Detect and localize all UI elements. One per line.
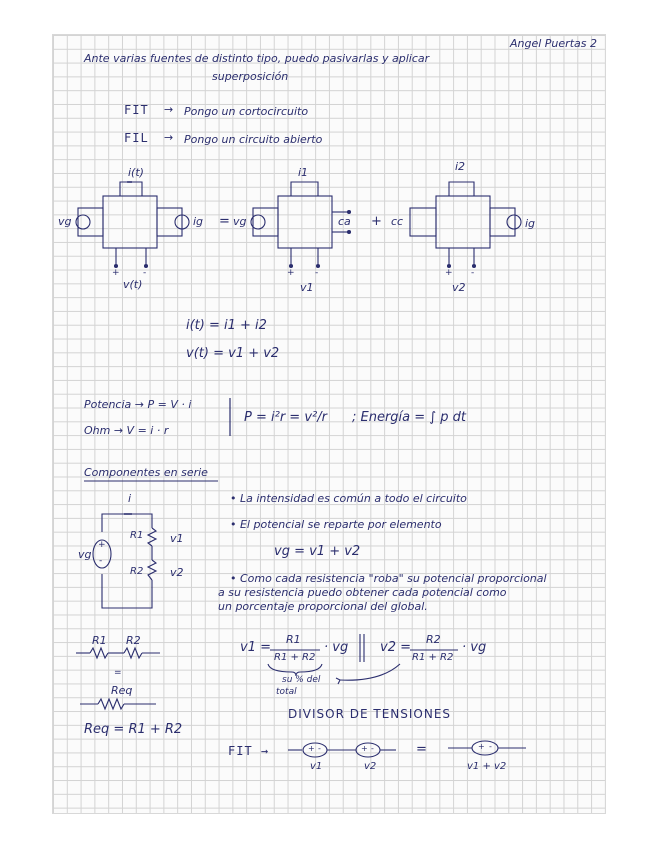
equation-current: i(t) = i1 + i2 [186,318,267,333]
c1-volt: v(t) [123,278,143,291]
series-r2: R2 [130,566,144,577]
energy-formula: ; Energía = ∫ p dt [352,410,466,425]
fit-text: Pongo un cortocircuito [184,105,309,118]
v2-lhs: v2 = [380,640,411,655]
kvl-equation: vg = v1 + v2 [274,544,361,559]
c3-minus: - [471,268,475,278]
arrow-icon: → [164,131,174,144]
src2-plus: + [361,744,368,753]
v1-rhs: · vg [324,640,349,655]
series-source-plus: + [98,540,106,550]
v2-den: R1 + R2 [412,652,454,663]
equation-voltage: v(t) = v1 + v2 [186,346,280,361]
c1-vg: vg [58,215,72,228]
src3-plus: + [478,742,485,751]
c2-plus: + [287,268,295,278]
c3-plus: + [445,268,453,278]
fit-label: FIT [124,103,149,117]
req-equation: Req = R1 + R2 [84,722,183,737]
circuit-box-2 [251,182,351,268]
c3-ig: ig [525,217,536,230]
c2-vg: vg [233,215,247,228]
series-circuit [93,514,156,608]
c3-volt: v2 [452,281,466,294]
res-r1: R1 [92,634,107,647]
c1-plus: + [112,268,120,278]
v1-den: R1 + R2 [274,652,316,663]
bullet-proportional-line-2: a su resistencia puedo obtener cada potencial como [218,586,507,599]
ohm-formula: Ohm → V = i · r [84,424,169,437]
series-v2: v2 [170,566,184,579]
c1-current: i(t) [128,166,144,179]
fit-divisor-label: FIT → [228,744,270,758]
resistors-series-drawing [76,648,160,709]
note-total: total [276,687,297,697]
equals-sign: = [219,214,230,229]
fil-label: FIL [124,131,149,145]
c2-ca: ca [338,215,351,228]
arrow-icon: → [164,103,174,116]
resistor-icon [98,699,124,709]
plus-sign: + [371,214,382,229]
resistor-icon [124,648,142,658]
src1-plus: + [308,744,315,753]
power-ohm-combined: P = i²r = v²/r [244,410,327,425]
series-v1: v1 [170,532,184,545]
section-title-series: Componentes en serie [84,466,208,479]
series-current: i [128,492,132,505]
src1-minus: - [318,744,321,753]
src2-minus: - [371,744,374,753]
author-signature: Angel Puertas 2 [510,37,597,50]
c1-minus: - [143,268,147,278]
c1-ig: ig [193,215,204,228]
series-r1: R1 [130,530,144,541]
c3-current: i2 [455,160,466,173]
divisor-heading: DIVISOR DE TENSIONES [288,707,452,721]
c3-cc: cc [391,215,404,228]
circuit-box-1 [76,182,189,268]
fil-text: Pongo un circuito abierto [184,133,323,146]
intro-line-2: superposición [212,70,289,83]
power-formula: Potencia → P = V · i [84,398,192,411]
src3-minus: - [489,742,492,751]
current-source-icon [507,215,521,229]
bullet-current-common: • La intensidad es común a todo el circuito [230,492,467,505]
resistor-icon [148,560,156,580]
divisor-equals: = [416,742,427,757]
v1-num: R1 [286,633,301,646]
bullet-proportional-line-1: • Como cada resistencia "roba" su potencial proporcional [230,572,547,585]
v1-lhs: v1 = [240,640,271,655]
resistor-icon [90,648,108,658]
src2-label: v2 [364,761,377,772]
src3-label: v1 + v2 [467,761,507,772]
circuit-box-3 [410,182,521,268]
series-source-minus: - [99,556,103,566]
v2-rhs: · vg [462,640,487,655]
resistor-icon [148,528,156,546]
c2-minus: - [315,268,319,278]
res-equals: = [114,668,122,678]
note-percent: su % del [282,675,321,685]
res-r2: R2 [126,634,141,647]
intro-line-1: Ante varias fuentes de distinto tipo, puedo pasivarlas y aplicar [84,52,430,65]
v2-num: R2 [426,633,441,646]
c2-current: i1 [298,166,309,179]
bullet-proportional-line-3: un porcentaje proporcional del global. [218,600,428,613]
res-req: Req [111,684,133,697]
c2-volt: v1 [300,281,314,294]
bullet-potential-split: • El potencial se reparte por elemento [230,518,442,531]
src1-label: v1 [310,761,323,772]
series-vg: vg [78,548,92,561]
